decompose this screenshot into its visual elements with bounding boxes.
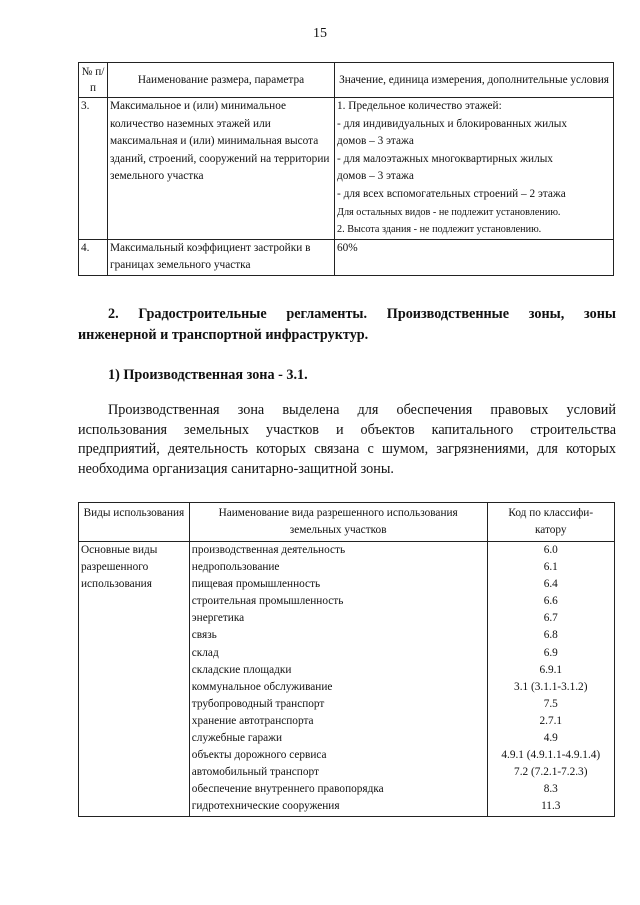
- section-heading: 2. Градостроительные регламенты. Производственные зоны, зоны инженерной и транспортной инфраструктур.: [78, 306, 616, 343]
- value-line: - для малоэтажных многоквартирных жилых: [337, 152, 553, 165]
- usage-code: 6.7: [543, 612, 558, 625]
- body-paragraph: Производственная зона выделена для обеспечения правовых условий использования земельных участков и объектов капитального строительства предприятий, деятельность которых связана с шумом, загрязнениями, для которых необходима организация санитарно-защитной зоны.: [78, 402, 616, 477]
- table-row: [79, 98, 614, 240]
- value-height-line: 2. Высота здания - не подлежит установлению.: [337, 224, 542, 236]
- usage-name: энергетика: [191, 612, 245, 625]
- usage-name: недропользование: [191, 561, 280, 574]
- usage-names: [189, 542, 487, 817]
- usage-code: 6.1: [543, 561, 558, 574]
- usage-name: производственная деятельность: [191, 544, 346, 556]
- table-header-row: [79, 63, 614, 98]
- subsection-heading: 1) Производственная зона - 3.1.: [108, 367, 308, 383]
- usage-code: 6.4: [543, 578, 558, 591]
- usage-codes: [487, 542, 614, 817]
- usage-code: 6.9.1: [539, 663, 563, 676]
- usage-name: склад: [191, 646, 219, 659]
- usage-name: хранение автотранспорта: [191, 714, 314, 727]
- usage-code: 6.8: [543, 629, 558, 642]
- usage-name: трубопроводный транспорт: [191, 697, 325, 710]
- row-name: Максимальное и (или) минимальное количество наземных этажей или максимальная и (или) минимальная высота зданий, строений, сооружений на территории земельного участка: [108, 98, 335, 240]
- value-note: Для остальных видов - не подлежит установлению.: [337, 206, 561, 218]
- usage-name: пищевая промышленность: [191, 578, 321, 591]
- usage-code: 2.7.1: [539, 714, 563, 727]
- header-name: Наименование вида разрешенного использования земельных участков: [189, 503, 487, 542]
- usage-code: 3.1 (3.1.1-3.1.2): [514, 680, 588, 693]
- usage-code: 4.9: [543, 732, 558, 745]
- usage-name: обеспечение внутреннего правопорядка: [191, 783, 384, 796]
- table-header-row: [79, 503, 615, 542]
- value-line: - для индивидуальных и блокированных жилых: [337, 117, 568, 130]
- usage-table: [78, 502, 615, 817]
- page-number: 15: [313, 26, 327, 41]
- table-row: [79, 239, 614, 275]
- value-line: домов – 3 этажа: [337, 170, 414, 183]
- usage-name: гидротехнические сооружения: [191, 800, 340, 813]
- header-num: № п/п: [79, 63, 108, 98]
- usage-name: коммунальное обслуживание: [191, 680, 333, 693]
- value-line: домов – 3 этажа: [337, 135, 414, 148]
- header-name: Наименование размера, параметра: [108, 63, 335, 98]
- usage-code: 7.2 (7.2.1-7.2.3): [514, 766, 588, 779]
- table-row: [79, 542, 615, 817]
- usage-name: автомобильный транспорт: [191, 766, 319, 779]
- usage-code: 8.3: [543, 783, 558, 796]
- value-line: - для всех вспомогательных строений – 2 этажа: [337, 187, 566, 200]
- usage-name: объекты дорожного сервиса: [191, 749, 327, 762]
- usage-code: 11.3: [541, 800, 561, 813]
- row-num: 3.: [79, 98, 108, 240]
- usage-code: 4.9.1 (4.9.1.1-4.9.1.4): [501, 749, 601, 762]
- group-label: Основные виды разрешенного использования: [79, 542, 190, 817]
- row-value: [335, 98, 614, 240]
- usage-name: связь: [191, 629, 217, 642]
- usage-code: 7.5: [543, 697, 558, 710]
- row-num: 4.: [79, 239, 108, 275]
- header-value: Значение, единица измерения, дополнительные условия: [335, 63, 614, 98]
- row-value: 60%: [335, 239, 614, 275]
- row-name: Максимальный коэффициент застройки в границах земельного участка: [108, 239, 335, 275]
- usage-name: строительная промышленность: [191, 595, 344, 608]
- usage-name: служебные гаражи: [191, 732, 283, 745]
- usage-name: складские площадки: [191, 663, 292, 676]
- usage-code: 6.0: [543, 544, 558, 556]
- parameters-table: [78, 62, 614, 276]
- usage-code: 6.9: [543, 646, 558, 659]
- usage-code: 6.6: [543, 595, 558, 608]
- header-kind: Виды использования: [79, 503, 190, 542]
- header-code: Код по классифи-катору: [487, 503, 614, 542]
- value-line: 1. Предельное количество этажей:: [337, 100, 502, 112]
